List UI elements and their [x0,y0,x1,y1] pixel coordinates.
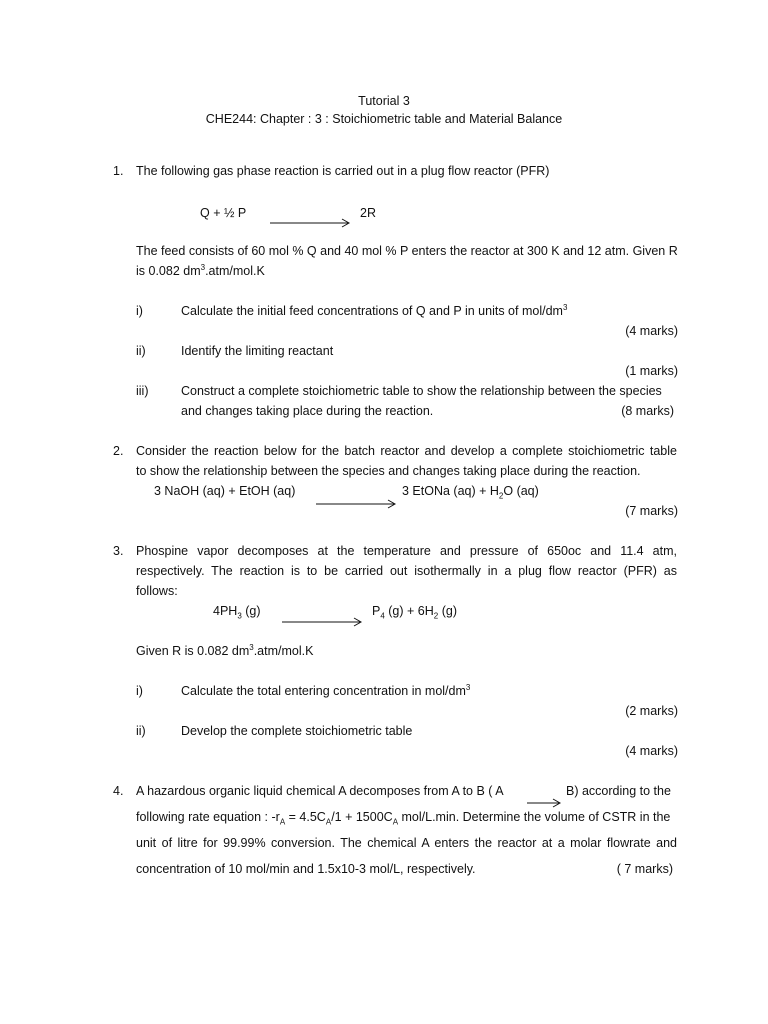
q4-text-line3: unit of litre for 99.99% conversion. The chemical A enters the reactor at a molar flowrate and [136,836,677,850]
q3-text-line3: follows: [136,584,178,598]
q3-text-line2: respectively. The reaction is to be carried out isothermally in a plug flow reactor (PFR) as [136,564,677,578]
reaction-arrow-icon [316,499,398,509]
reaction-arrow-icon [270,218,352,228]
reaction-arrow-icon [282,617,364,627]
q2-reactants: 3 NaOH (aq) + EtOH (aq) [154,484,296,498]
q3-item-text: Calculate the total entering concentration in mol/$dm^3$ [181,682,471,698]
q3-text-line1: Phospine vapor decomposes at the temperature and pressure of 650oc and 11.4 atm, [136,544,677,558]
q4-text-line1b: B) according to the [566,784,671,798]
q2-text-line2: to show the relationship between the species and changes taking place during the reaction. [136,464,641,478]
q1-item-marks: (8 marks) [621,404,674,418]
q1-item-text: and changes taking place during the reaction. [181,404,434,418]
q1-number: 1. [113,164,124,178]
q1-item-marks: (4 marks) [625,324,678,338]
q1-item-text: Identify the limiting reactant [181,344,334,358]
q1-reactants: Q + ½ P [200,206,247,220]
q2-text-line1: Consider the reaction below for the batch reactor and develop a complete stoichiometric table [136,444,677,458]
q3-item-label: i) [136,684,143,698]
q4-text-line1a: A hazardous organic liquid chemical A decomposes from A to B ( A [136,784,504,798]
q4-text-line4: concentration of 10 mol/min and 1.5x10-3 mol/L, respectively. [136,862,476,876]
q3-item-label: ii) [136,724,146,738]
q3-products: $P_4$ $(g) + 6H_2$ (g) [372,604,457,621]
q3-item-marks: (4 marks) [625,744,678,758]
q1-text: The following gas phase reaction is carried out in a plug flow reactor (PFR) [136,164,550,178]
q1-item-text: Calculate the initial feed concentrations of Q and P in units of mol/$dm^3$ [181,302,568,318]
q1-item-label: iii) [136,384,149,398]
q1-item-text: Construct a complete stoichiometric table to show the relationship between the species [181,384,662,398]
reaction-arrow-icon [527,798,563,808]
q4-marks: ( 7 marks) [616,862,673,876]
q4-number: 4. [113,784,124,798]
q2-number: 2. [113,444,124,458]
q4-text-line2: following rate equation : $-r_A = 4.5C_A/1 + 1500C_A$ mol/L.min. Determine the volume of CSTR in the [136,810,671,827]
page-title: Tutorial 3 [358,94,410,108]
q3-given: Given R is 0.082 $dm^3.atm/mol.K$ [136,642,314,658]
q1-feed-line1: The feed consists of 60 mol % Q and 40 mol % P enters the reactor at 300 K and 12 atm. Given R [136,244,678,258]
q3-item-text: Develop the complete stoichiometric table [181,724,413,738]
q1-item-marks: (1 marks) [625,364,678,378]
q2-marks: (7 marks) [625,504,678,518]
q1-feed-line2: is 0.082 $dm^3.atm/mol.K$ [136,262,265,278]
q2-products: 3 EtONa $(aq) + H_2O$ (aq) [402,484,539,501]
q1-item-label: i) [136,304,143,318]
q3-reactant: $4PH_3$ (g) [213,604,261,621]
q3-item-marks: (2 marks) [625,704,678,718]
q3-number: 3. [113,544,124,558]
q1-item-label: ii) [136,344,146,358]
q1-product: 2R [360,206,376,220]
page-subtitle: CHE244: Chapter : 3 : Stoichiometric table and Material Balance [205,112,563,126]
